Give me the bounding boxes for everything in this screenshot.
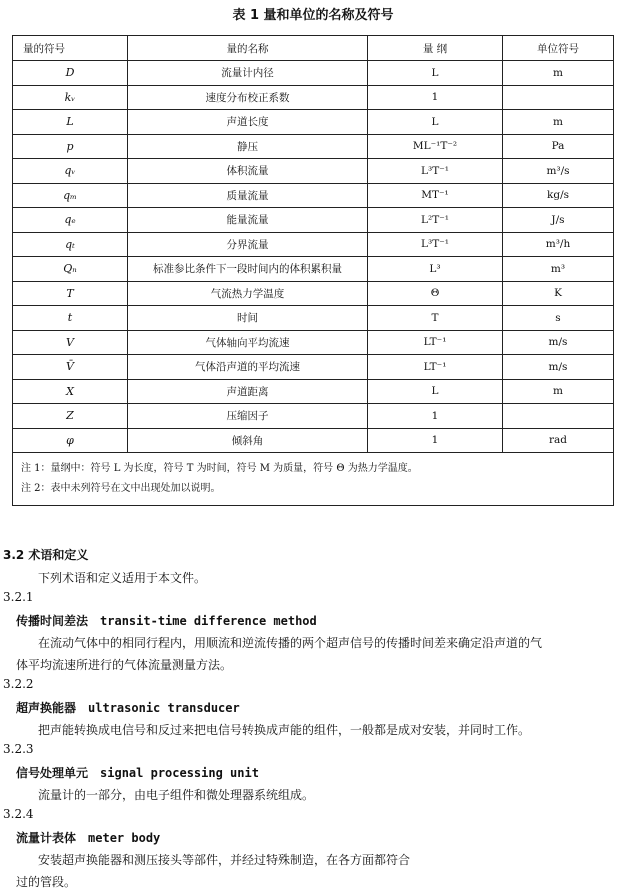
table-row <box>13 428 614 453</box>
cell-unit: m <box>503 110 614 135</box>
cell-dimension: L³ <box>368 257 503 282</box>
term-en: signal processing unit <box>100 766 259 780</box>
cell-symbol: X <box>13 379 128 404</box>
term-zh: 流量计表体 <box>16 831 77 845</box>
table-row <box>13 134 614 159</box>
cell-name: 体积流量 <box>128 159 368 184</box>
table-notes <box>13 453 614 506</box>
cell-dimension: 1 <box>368 428 503 453</box>
term-zh: 信号处理单元 <box>16 766 89 780</box>
cell-dimension: ML⁻¹T⁻² <box>368 134 503 159</box>
cell-name: 气体沿声道的平均流速 <box>128 355 368 380</box>
table-note-1: 注 1：量纲中：符号 L 为长度，符号 T 为时间，符号 M 为质量，符号 Θ 为热力学温度。 <box>21 463 418 474</box>
header-dimension: 量 纲 <box>368 36 503 61</box>
term-en: ultrasonic transducer <box>88 701 240 715</box>
table-row <box>13 183 614 208</box>
table-row <box>13 330 614 355</box>
section-heading: 3.2 术语和定义 <box>3 548 89 562</box>
cell-dimension: L²T⁻¹ <box>368 208 503 233</box>
table-row <box>13 110 614 135</box>
header-symbol: 量的符号 <box>13 36 128 61</box>
term-en: meter body <box>88 831 161 845</box>
cell-name: 质量流量 <box>128 183 368 208</box>
term-number: 3.2.2 <box>3 677 34 691</box>
term-number: 3.2.3 <box>3 742 34 756</box>
cell-symbol: V̄ <box>13 355 128 380</box>
cell-unit: m/s <box>503 355 614 380</box>
cell-name: 气流热力学温度 <box>128 281 368 306</box>
table-row <box>13 257 614 282</box>
term-definition-line: 过的管段。 <box>16 875 77 889</box>
cell-name: 静压 <box>128 134 368 159</box>
cell-unit: Pa <box>503 134 614 159</box>
cell-symbol: Z <box>13 404 128 429</box>
table-caption: 表 1 量和单位的名称及符号 <box>232 8 394 23</box>
term-definition-line: 在流动气体中的相同行程内，用顺流和逆流传播的两个超声信号的传播时间差来确定沿声道的气 <box>38 636 543 650</box>
term-number: 3.2.1 <box>3 590 34 604</box>
cell-name: 分界流量 <box>128 232 368 257</box>
table-header-row <box>13 36 614 61</box>
cell-dimension: LT⁻¹ <box>368 355 503 380</box>
cell-symbol: D <box>13 61 128 86</box>
cell-name: 标准参比条件下一段时间内的体积累积量 <box>128 257 368 282</box>
term-en: transit-time difference method <box>100 614 317 628</box>
cell-symbol: qₑ <box>13 208 128 233</box>
table-row <box>13 61 614 86</box>
cell-dimension: 1 <box>368 85 503 110</box>
cell-dimension: L³T⁻¹ <box>368 159 503 184</box>
table-row <box>13 159 614 184</box>
cell-dimension: L³T⁻¹ <box>368 232 503 257</box>
table-row <box>13 355 614 380</box>
quantities-table <box>12 35 614 506</box>
cell-dimension: T <box>368 306 503 331</box>
cell-symbol: Qₙ <box>13 257 128 282</box>
table-row <box>13 306 614 331</box>
cell-unit: J/s <box>503 208 614 233</box>
cell-symbol: qᵥ <box>13 159 128 184</box>
term-title <box>16 764 259 781</box>
cell-dimension: LT⁻¹ <box>368 330 503 355</box>
cell-unit: m/s <box>503 330 614 355</box>
cell-symbol: V <box>13 330 128 355</box>
cell-unit <box>503 404 614 429</box>
term-number: 3.2.4 <box>3 807 34 821</box>
cell-name: 压缩因子 <box>128 404 368 429</box>
cell-name: 声道长度 <box>128 110 368 135</box>
term-zh: 超声换能器 <box>16 701 77 715</box>
cell-symbol: qₘ <box>13 183 128 208</box>
term-title <box>16 829 160 846</box>
term-definition-line: 流量计的一部分，由电子组件和微处理器系统组成。 <box>38 788 315 802</box>
term-definition-line: 体平均流速所进行的气体流量测量方法。 <box>16 658 233 672</box>
cell-symbol: kᵥ <box>13 85 128 110</box>
cell-unit: rad <box>503 428 614 453</box>
cell-symbol: φ <box>13 428 128 453</box>
cell-name: 倾斜角 <box>128 428 368 453</box>
cell-dimension: 1 <box>368 404 503 429</box>
cell-symbol: L <box>13 110 128 135</box>
cell-unit: m <box>503 61 614 86</box>
table-row <box>13 379 614 404</box>
cell-dimension: L <box>368 110 503 135</box>
term-title <box>16 699 240 716</box>
cell-unit: m³ <box>503 257 614 282</box>
cell-unit: s <box>503 306 614 331</box>
cell-name: 流量计内径 <box>128 61 368 86</box>
cell-name: 速度分布校正系数 <box>128 85 368 110</box>
cell-unit: m³/s <box>503 159 614 184</box>
table-row <box>13 85 614 110</box>
cell-dimension: MT⁻¹ <box>368 183 503 208</box>
term-zh: 传播时间差法 <box>16 614 89 628</box>
cell-unit: m³/h <box>503 232 614 257</box>
cell-unit: K <box>503 281 614 306</box>
cell-dimension: Θ <box>368 281 503 306</box>
header-name: 量的名称 <box>128 36 368 61</box>
term-definition-line: 把声能转换成电信号和反过来把电信号转换成声能的组件，一般都是成对安装，并同时工作。 <box>38 723 531 737</box>
cell-symbol: p <box>13 134 128 159</box>
cell-unit <box>503 85 614 110</box>
cell-name: 声道距离 <box>128 379 368 404</box>
cell-unit: kg/s <box>503 183 614 208</box>
cell-dimension: L <box>368 379 503 404</box>
cell-symbol: t <box>13 306 128 331</box>
cell-dimension: L <box>368 61 503 86</box>
cell-name: 气体轴向平均流速 <box>128 330 368 355</box>
cell-name: 能量流量 <box>128 208 368 233</box>
cell-symbol: T <box>13 281 128 306</box>
cell-unit: m <box>503 379 614 404</box>
table-row <box>13 404 614 429</box>
term-title <box>16 612 317 629</box>
table-row <box>13 281 614 306</box>
table-row <box>13 232 614 257</box>
table-notes-row <box>13 453 614 506</box>
cell-name: 时间 <box>128 306 368 331</box>
section-intro: 下列术语和定义适用于本文件。 <box>38 571 207 585</box>
cell-symbol: qₜ <box>13 232 128 257</box>
table-note-2: 注 2：表中未列符号在文中出现处加以说明。 <box>21 483 221 494</box>
term-definition-line: 安装超声换能器和测压接头等部件，并经过特殊制造，在各方面都符合 <box>38 853 411 867</box>
header-unit: 单位符号 <box>503 36 614 61</box>
table-row <box>13 208 614 233</box>
